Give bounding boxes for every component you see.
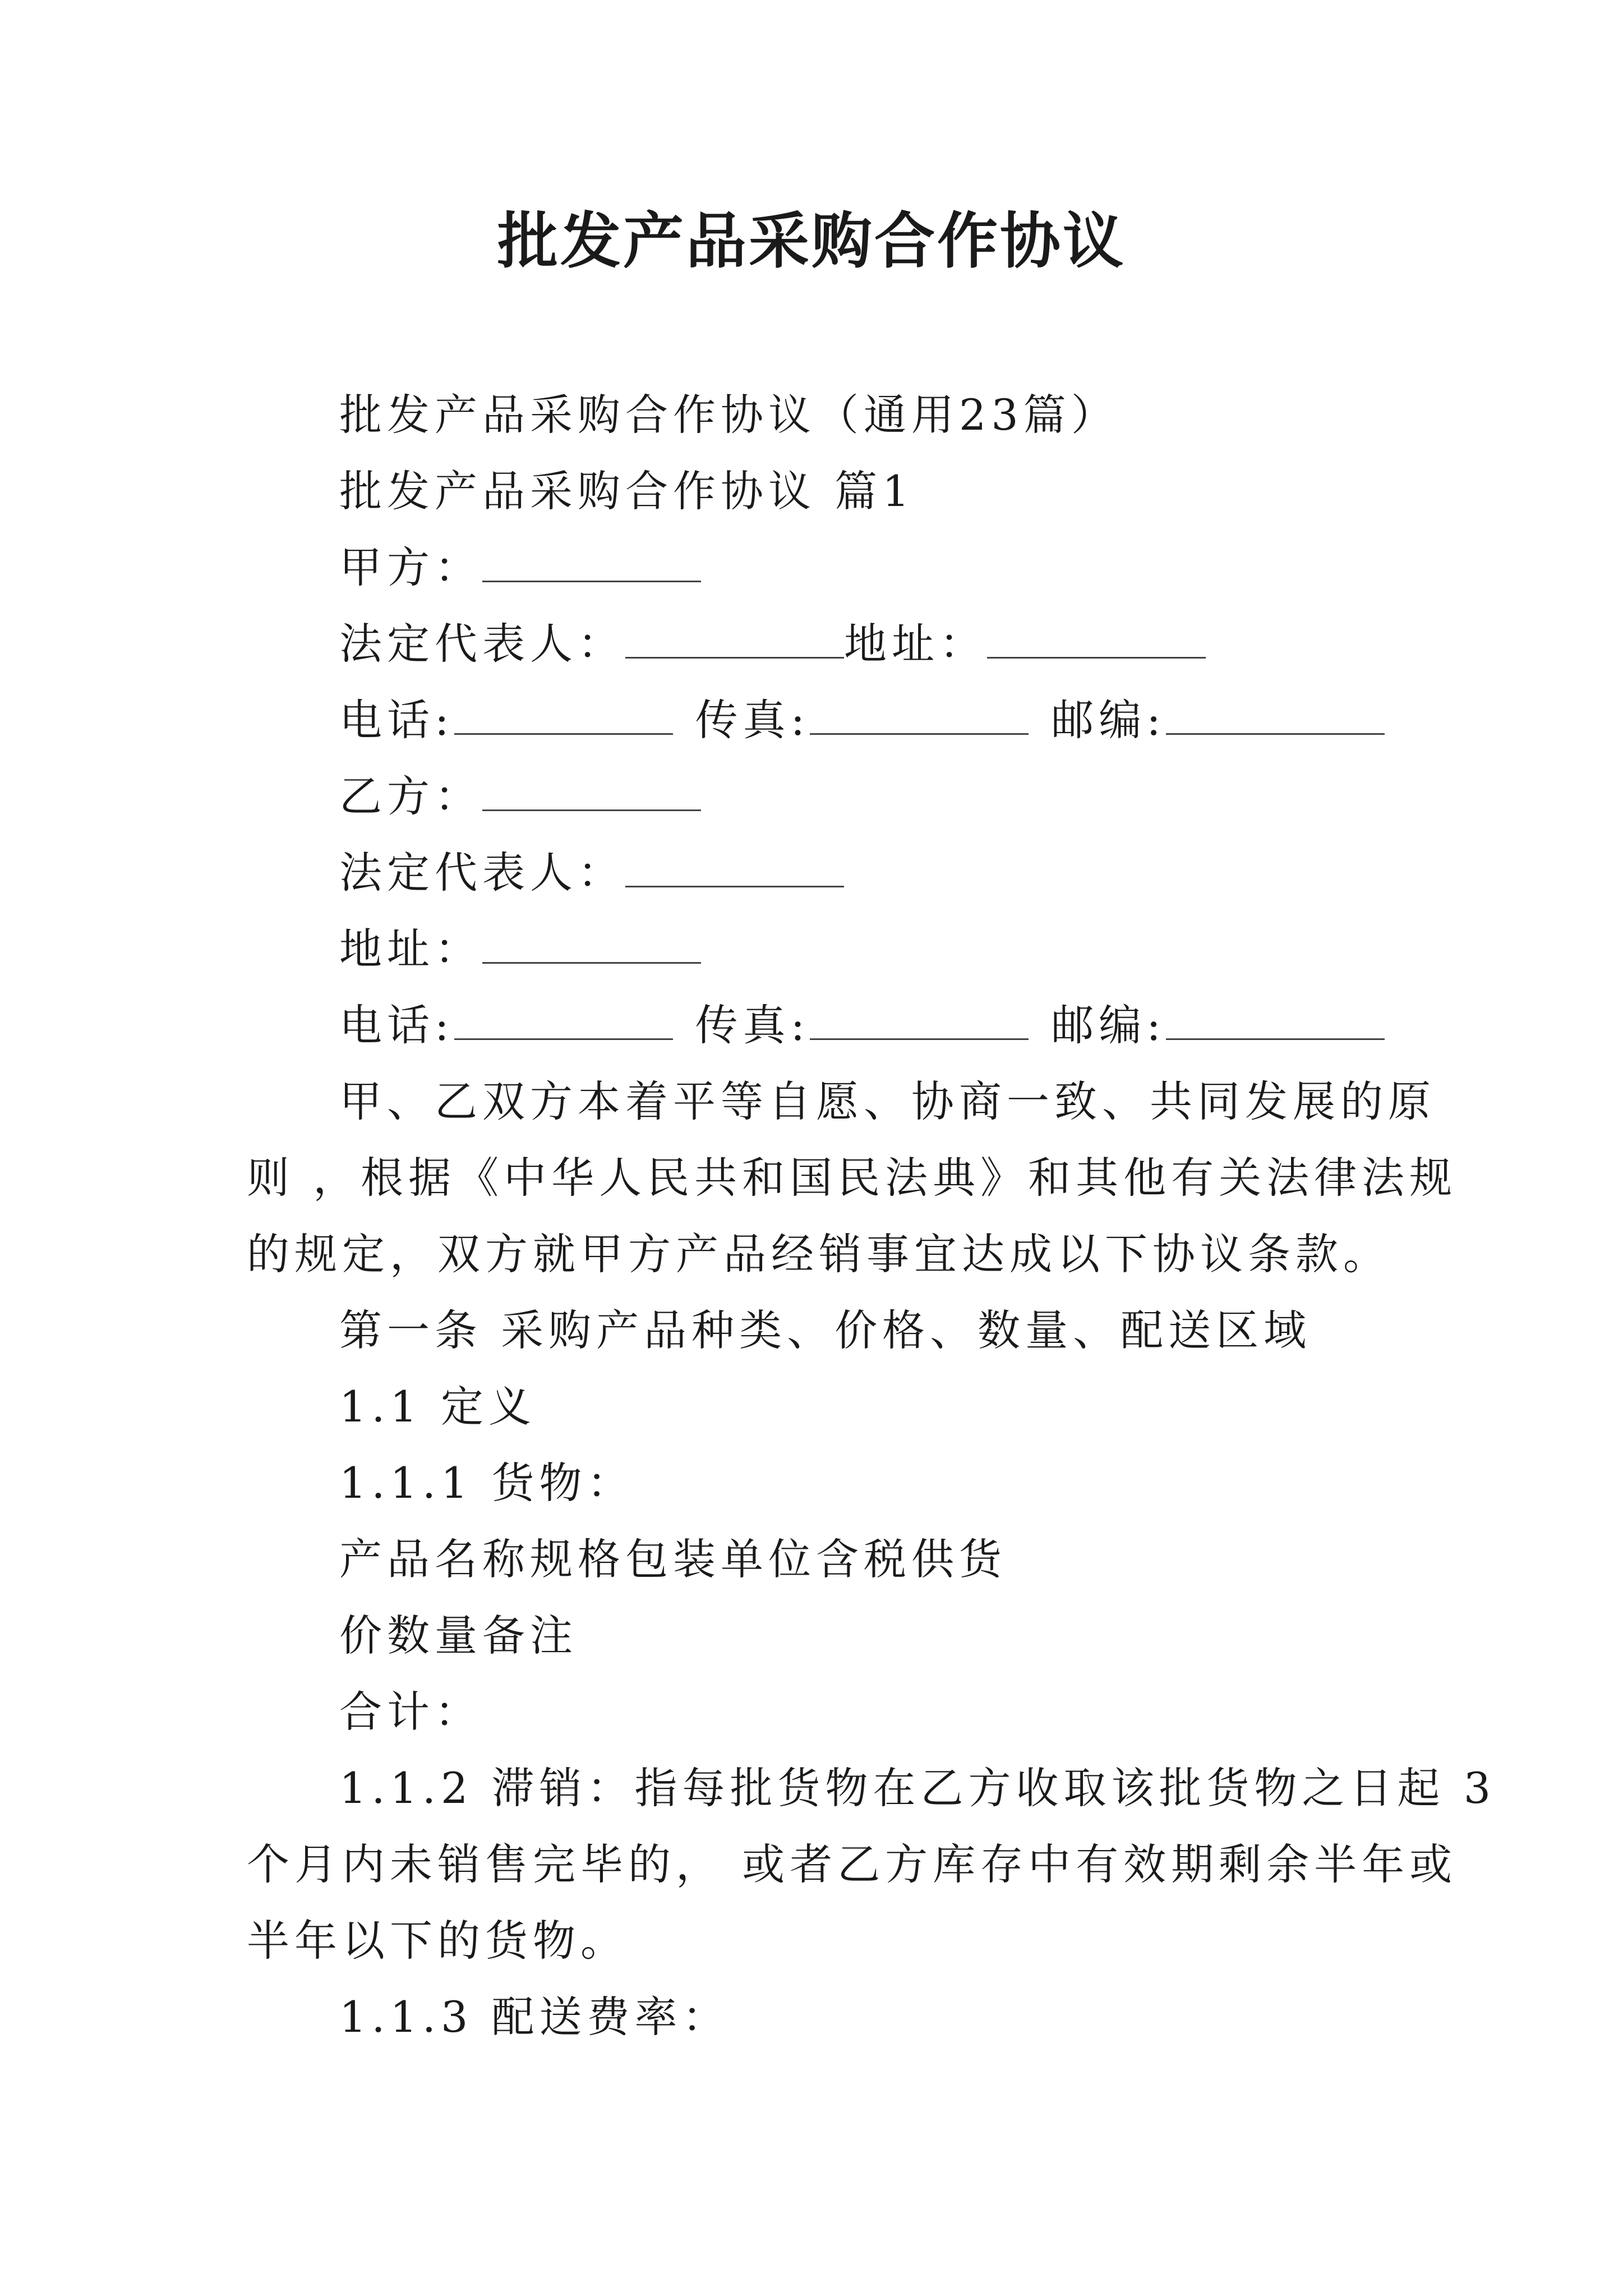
section-heading: 1.1 定义 bbox=[339, 1382, 537, 1432]
party-a-rep-blank bbox=[625, 618, 844, 659]
party-a-fax-blank bbox=[810, 694, 1029, 735]
party-b-address-line bbox=[339, 921, 701, 977]
party-b-address-label: 地址： bbox=[339, 924, 482, 974]
paragraph-line: 甲、乙双方本着平等自愿、协商一致、共同发展的原 bbox=[339, 1076, 1436, 1126]
party-a-rep-label: 法定代表人： bbox=[339, 619, 625, 669]
table-header-line: 产品名称规格包装单位含税供货 bbox=[339, 1534, 1007, 1584]
party-b-fax-label: 传真: bbox=[695, 1000, 810, 1050]
party-b-address-blank bbox=[482, 923, 701, 964]
party-a-blank bbox=[482, 541, 701, 582]
party-a-address-blank bbox=[987, 618, 1206, 659]
article-heading: 第一条 采购产品种类、价格、数量、配送区域 bbox=[339, 1305, 1312, 1355]
party-b-postcode-label: 邮编: bbox=[1051, 1000, 1166, 1050]
party-b-blank bbox=[482, 770, 701, 811]
party-b-contact-line bbox=[339, 997, 1385, 1053]
party-b-fax-blank bbox=[810, 999, 1029, 1040]
paragraph-line: 半年以下的货物。 bbox=[247, 1916, 628, 1966]
party-b-phone-label: 电话: bbox=[339, 1000, 454, 1050]
table-header-line: 价数量备注 bbox=[339, 1611, 578, 1660]
paragraph-line: 的规定，双方就甲方产品经销事宜达成以下协议条款。 bbox=[247, 1229, 1391, 1279]
party-b-label: 乙方： bbox=[339, 771, 482, 821]
party-a-postcode-label: 邮编: bbox=[1051, 695, 1166, 745]
party-a-phone-label: 电话: bbox=[339, 695, 454, 745]
party-a-line bbox=[339, 540, 701, 596]
paragraph-line: 1.1.2 滞销：指每批货物在乙方收取该批货物之日起 3 bbox=[339, 1763, 1496, 1813]
paragraph-line: 则 ，根据《中华人民共和国民法典》和其他有关法律法规 bbox=[247, 1153, 1458, 1203]
party-b-line bbox=[339, 769, 701, 825]
party-a-postcode-blank bbox=[1166, 694, 1385, 735]
party-a-fax-label: 传真: bbox=[695, 695, 810, 745]
party-b-rep-line bbox=[339, 845, 844, 901]
subtitle: 批发产品采购合作协议（通用23篇） bbox=[339, 390, 1119, 440]
party-a-rep-line bbox=[339, 616, 1206, 672]
document-title: 批发产品采购合作协议 bbox=[497, 206, 1126, 277]
subsection-heading: 1.1.3 配送费率： bbox=[339, 1992, 730, 2042]
subsection-heading: 1.1.1 货物： bbox=[339, 1458, 635, 1508]
party-b-phone-blank bbox=[454, 999, 673, 1040]
paragraph-line: 个月内未销售完毕的， 或者乙方库存中有效期剩余半年或 bbox=[247, 1839, 1458, 1889]
party-b-rep-blank bbox=[625, 846, 844, 887]
party-b-rep-label: 法定代表人： bbox=[339, 848, 625, 898]
part-heading: 批发产品采购合作协议 篇1 bbox=[339, 466, 915, 516]
party-a-phone-blank bbox=[454, 694, 673, 735]
party-b-postcode-blank bbox=[1166, 999, 1385, 1040]
total-label: 合计： bbox=[339, 1687, 482, 1737]
party-a-address-label: 地址： bbox=[844, 619, 987, 669]
party-a-contact-line bbox=[339, 692, 1385, 748]
party-a-label: 甲方： bbox=[339, 542, 482, 592]
